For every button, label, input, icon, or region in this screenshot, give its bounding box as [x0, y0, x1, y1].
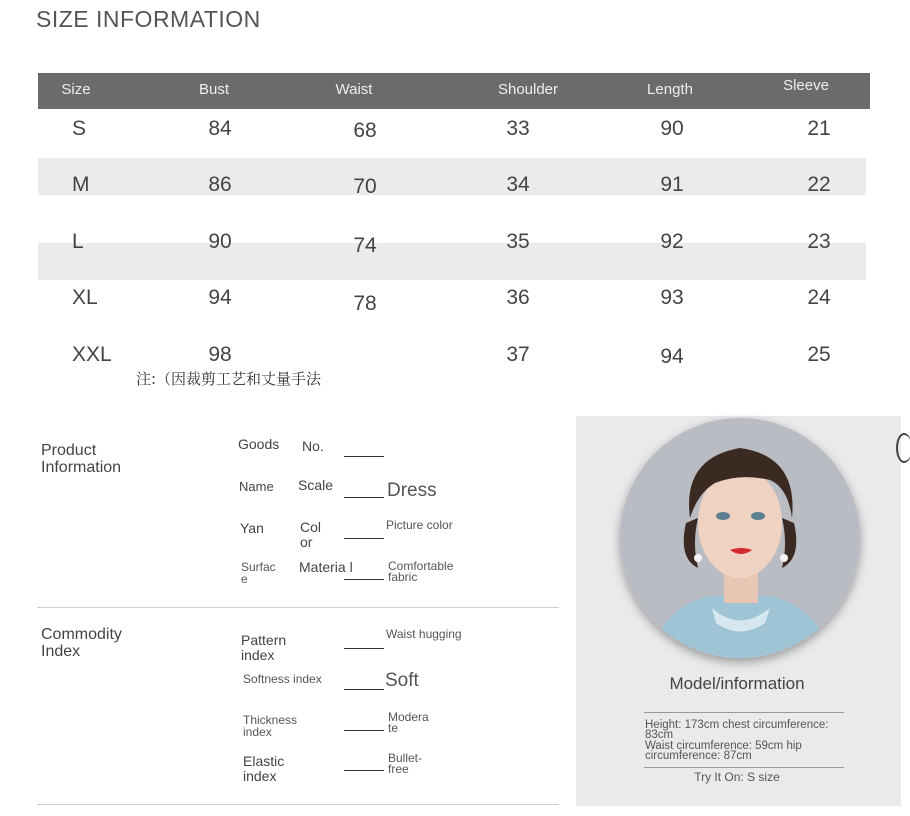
- size-cell: L: [72, 230, 84, 253]
- name-underline: [344, 497, 384, 498]
- color-value: Picture color: [386, 518, 453, 532]
- name-label: Name: [239, 479, 274, 494]
- color-label-2: Col or: [300, 519, 322, 550]
- color-label: Yan: [240, 520, 264, 536]
- goods-label: Goods: [238, 436, 280, 452]
- section-divider-bottom: [37, 804, 559, 805]
- table-cell: 34: [506, 173, 530, 196]
- table-cell: 90: [660, 117, 684, 140]
- model-avatar: [620, 418, 860, 658]
- size-cell: M: [72, 173, 90, 196]
- elastic-index-value: Bullet- free: [388, 751, 423, 776]
- name-value: Dress: [387, 480, 437, 501]
- color-underline: [344, 538, 384, 539]
- table-header: [38, 73, 870, 109]
- material-label: Materia l: [299, 559, 353, 575]
- model-info-title: Model/information: [669, 674, 805, 693]
- commodity-index-title: Commodity Index: [41, 626, 122, 660]
- table-cell: 35: [506, 230, 530, 253]
- table-cell: 78: [353, 292, 377, 315]
- thickness-underline: [344, 730, 384, 731]
- table-cell: 23: [807, 230, 831, 253]
- size-cell: XL: [72, 286, 98, 309]
- section-divider: [37, 607, 559, 608]
- table-cell: 94: [660, 345, 684, 368]
- size-cell: XXL: [72, 343, 112, 366]
- material-underline: [344, 579, 384, 580]
- table-cell: 25: [807, 343, 831, 366]
- softness-index-label: Softness index: [243, 672, 322, 686]
- table-cell: 93: [660, 286, 684, 309]
- table-cell: 68: [353, 119, 377, 142]
- header-waist: Waist: [335, 81, 373, 98]
- table-cell: 21: [807, 117, 831, 140]
- header-length: Length: [647, 81, 693, 98]
- table-cell: 70: [353, 175, 377, 198]
- header-bust: Bust: [198, 81, 229, 98]
- table-cell: 94: [208, 286, 232, 309]
- row-band: [38, 243, 866, 280]
- measurement-note: 注:（因裁剪工艺和丈量手法: [136, 370, 322, 388]
- goods-underline: [344, 456, 384, 457]
- model-measurements-1: Height: 173cm chest circumference: 83cm: [645, 719, 829, 741]
- table-cell: 98: [208, 343, 232, 366]
- table-cell: 92: [660, 230, 684, 253]
- model-divider-top: [644, 712, 844, 713]
- model-try-on: Try It On: S size: [694, 770, 780, 784]
- table-cell: 90: [208, 230, 232, 253]
- pattern-index-value: Waist hugging: [386, 627, 462, 641]
- table-cell: 36: [506, 286, 530, 309]
- table-cell: 24: [807, 286, 831, 309]
- softness-underline: [344, 689, 384, 690]
- header-size: Size: [61, 81, 91, 98]
- header-sleeve: Sleeve: [783, 77, 829, 94]
- model-divider-bottom: [644, 767, 844, 768]
- surface-label: Surfac e: [241, 560, 276, 586]
- elastic-index-label: Elastic index: [243, 753, 285, 784]
- model-measurements-2: Waist circumference: 59cm hip circumference: 87cm: [645, 740, 802, 762]
- elastic-underline: [344, 770, 384, 771]
- thickness-index-label: Thickness index: [243, 713, 298, 739]
- row-band: [38, 158, 866, 195]
- table-cell: 84: [208, 117, 232, 140]
- pattern-underline: [344, 648, 384, 649]
- table-cell: 86: [208, 173, 232, 196]
- goods-no-label: No.: [302, 438, 324, 454]
- table-cell: 74: [353, 234, 377, 257]
- table-cell: 22: [807, 173, 831, 196]
- material-value: Comfortable fabric: [388, 559, 454, 584]
- softness-index-value: Soft: [385, 670, 419, 691]
- page-title: SIZE INFORMATION: [36, 6, 261, 32]
- size-cell: S: [72, 117, 87, 140]
- table-cell: 37: [506, 343, 530, 366]
- model-portrait-icon: [620, 418, 860, 658]
- header-shoulder: Shoulder: [497, 81, 559, 98]
- table-cell: 33: [506, 117, 530, 140]
- scale-label: Scale: [298, 477, 334, 493]
- pattern-index-label: Pattern index: [241, 632, 287, 663]
- table-cell: 91: [660, 173, 684, 196]
- edge-decoration: [896, 433, 910, 463]
- product-info-title: Product Information: [41, 442, 122, 476]
- thickness-index-value: Modera te: [388, 710, 429, 735]
